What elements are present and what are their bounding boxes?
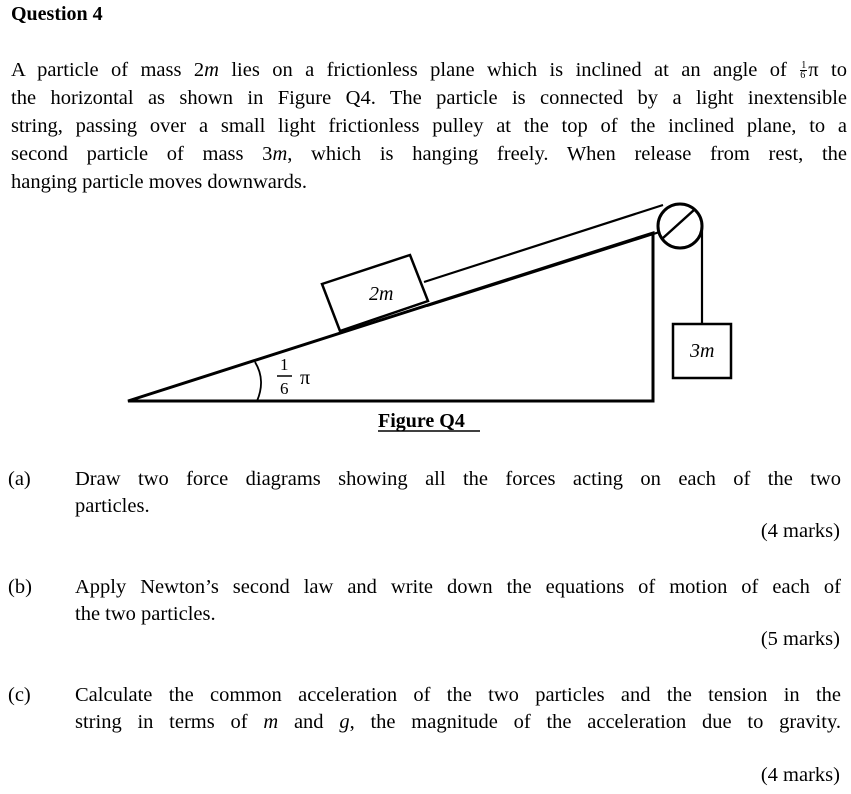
part-a-label: (a) [8, 468, 31, 490]
question-heading: Question 4 [11, 3, 103, 25]
intro-line-5: hanging particle moves downwards. [11, 171, 308, 193]
angle-label-den: 6 [280, 379, 289, 398]
part-b-marks: (5 marks) [760, 628, 840, 650]
part-c-text [75, 682, 841, 736]
figure-caption: Figure Q4 [378, 410, 465, 432]
string-incline [424, 205, 663, 282]
block-2m-label: 2m [369, 283, 394, 305]
intro-line-3: string, passing over a small light frictionless pulley at the top of the inclined plane, to a [11, 115, 847, 137]
part-a-text [75, 466, 841, 520]
angle-fraction: $\frac{1}{6}$ [800, 60, 807, 81]
part-b-line-2: the two particles. [75, 603, 216, 625]
part-c-marks: (4 marks) [760, 764, 840, 786]
part-c-label: (c) [8, 684, 31, 706]
intro-line-4: second particle of mass 3m, which is hanging freely. When release from rest, the [11, 143, 847, 165]
part-c-line-1: Calculate the common acceleration of the two particles and the tension in the [75, 684, 841, 706]
angle-label-num: 1 [280, 355, 289, 374]
part-b-line-1: Apply Newton’s second law and write down the equations of motion of each of [75, 576, 841, 598]
part-a-marks: (4 marks) [760, 520, 840, 542]
part-b-label: (b) [8, 576, 32, 598]
block-3m-label: 3m [690, 340, 715, 362]
part-b-text [75, 574, 841, 628]
string-incline-lower [427, 229, 669, 306]
part-a-line-2: particles. [75, 495, 150, 517]
pulley [658, 204, 702, 248]
intro-line-1: A particle of mass 2m lies on a frictionless plane which is inclined at an angle of $\frac{1}{6}$ π to [11, 59, 848, 81]
angle-label-pi: π [300, 367, 311, 389]
question-intro [11, 56, 847, 196]
intro-line-2: the horizontal as shown in Figure Q4. The particle is connected by a light inextensible [11, 87, 847, 109]
part-a-line-1: Draw two force diagrams showing all the forces acting on each of the two [75, 468, 841, 490]
part-c-line-2: string in terms of m and g, the magnitude of the acceleration due to gravity. [75, 711, 841, 733]
angle-arc [255, 362, 261, 401]
figure-q4 [0, 195, 851, 440]
